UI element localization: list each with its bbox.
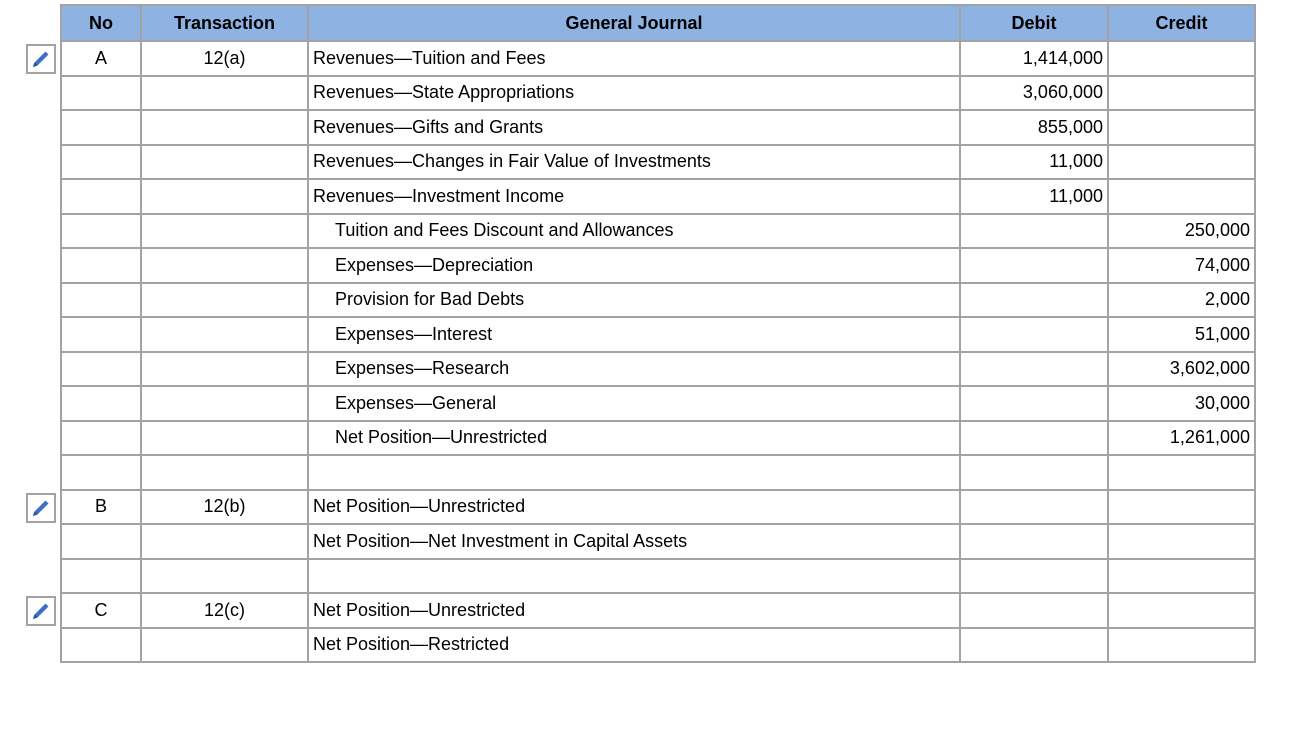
pencil-icon <box>30 497 52 519</box>
cell-transaction[interactable] <box>141 386 308 421</box>
cell-transaction[interactable] <box>141 317 308 352</box>
cell-debit[interactable] <box>960 352 1108 387</box>
pencil-icon <box>30 600 52 622</box>
table-row <box>61 41 1255 76</box>
cell-transaction[interactable] <box>141 248 308 283</box>
cell-no[interactable] <box>61 110 141 145</box>
table-row <box>61 110 1255 145</box>
general-journal-table <box>60 4 1256 663</box>
cell-debit[interactable] <box>960 421 1108 456</box>
cell-no[interactable] <box>61 283 141 318</box>
cell-credit[interactable] <box>1108 559 1255 594</box>
table-row <box>61 559 1255 594</box>
table-row <box>61 145 1255 180</box>
cell-credit[interactable] <box>1108 628 1255 663</box>
cell-no[interactable] <box>61 352 141 387</box>
cell-debit[interactable]: 11,000 <box>960 179 1108 214</box>
cell-no[interactable] <box>61 248 141 283</box>
cell-debit[interactable] <box>960 386 1108 421</box>
edit-entry-b-button[interactable] <box>26 493 56 523</box>
cell-credit[interactable] <box>1108 110 1255 145</box>
cell-account[interactable]: Revenues—Investment Income <box>308 179 960 214</box>
column-header-general-journal: General Journal <box>308 5 960 41</box>
cell-credit[interactable] <box>1108 179 1255 214</box>
cell-transaction[interactable] <box>141 76 308 111</box>
cell-transaction[interactable]: 12(a) <box>141 41 308 76</box>
cell-no[interactable] <box>61 628 141 663</box>
cell-credit[interactable]: 250,000 <box>1108 214 1255 249</box>
cell-debit[interactable] <box>960 559 1108 594</box>
cell-account[interactable] <box>308 455 960 490</box>
cell-transaction[interactable] <box>141 628 308 663</box>
cell-no[interactable] <box>61 524 141 559</box>
cell-transaction[interactable] <box>141 214 308 249</box>
cell-credit[interactable]: 51,000 <box>1108 317 1255 352</box>
pencil-icon <box>30 48 52 70</box>
cell-transaction[interactable] <box>141 455 308 490</box>
cell-credit[interactable] <box>1108 145 1255 180</box>
cell-credit[interactable]: 1,261,000 <box>1108 421 1255 456</box>
cell-credit[interactable]: 30,000 <box>1108 386 1255 421</box>
cell-debit[interactable] <box>960 283 1108 318</box>
cell-transaction[interactable] <box>141 559 308 594</box>
cell-no[interactable] <box>61 455 141 490</box>
cell-account[interactable]: Revenues—Changes in Fair Value of Investments <box>308 145 960 180</box>
cell-no[interactable] <box>61 559 141 594</box>
table-row <box>61 283 1255 318</box>
cell-credit[interactable]: 74,000 <box>1108 248 1255 283</box>
cell-account[interactable]: Provision for Bad Debts <box>308 283 960 318</box>
cell-credit[interactable] <box>1108 490 1255 525</box>
cell-debit[interactable] <box>960 593 1108 628</box>
cell-debit[interactable] <box>960 214 1108 249</box>
cell-credit[interactable] <box>1108 524 1255 559</box>
cell-credit[interactable] <box>1108 76 1255 111</box>
cell-no[interactable] <box>61 145 141 180</box>
cell-debit[interactable]: 1,414,000 <box>960 41 1108 76</box>
cell-account[interactable]: Net Position—Restricted <box>308 628 960 663</box>
cell-account[interactable]: Revenues—Gifts and Grants <box>308 110 960 145</box>
table-row <box>61 421 1255 456</box>
edit-entry-a-button[interactable] <box>26 44 56 74</box>
table-row <box>61 490 1255 525</box>
cell-credit[interactable]: 3,602,000 <box>1108 352 1255 387</box>
cell-account[interactable]: Net Position—Unrestricted <box>308 490 960 525</box>
table-row <box>61 628 1255 663</box>
table-row <box>61 386 1255 421</box>
cell-transaction[interactable] <box>141 524 308 559</box>
cell-no[interactable]: B <box>61 490 141 525</box>
cell-debit[interactable] <box>960 490 1108 525</box>
cell-account[interactable]: Expenses—General <box>308 386 960 421</box>
cell-credit[interactable] <box>1108 593 1255 628</box>
table-row <box>61 248 1255 283</box>
cell-no[interactable] <box>61 179 141 214</box>
cell-account[interactable]: Tuition and Fees Discount and Allowances <box>308 214 960 249</box>
table-row <box>61 179 1255 214</box>
journal-body <box>61 41 1255 662</box>
cell-account[interactable]: Expenses—Interest <box>308 317 960 352</box>
cell-debit[interactable]: 855,000 <box>960 110 1108 145</box>
cell-no[interactable] <box>61 386 141 421</box>
cell-no[interactable]: C <box>61 593 141 628</box>
cell-account[interactable]: Net Position—Unrestricted <box>308 421 960 456</box>
cell-transaction[interactable] <box>141 110 308 145</box>
column-header-credit: Credit <box>1108 5 1255 41</box>
cell-debit[interactable]: 3,060,000 <box>960 76 1108 111</box>
cell-account[interactable]: Net Position—Unrestricted <box>308 593 960 628</box>
cell-transaction[interactable] <box>141 179 308 214</box>
cell-credit[interactable]: 2,000 <box>1108 283 1255 318</box>
table-row <box>61 317 1255 352</box>
cell-account[interactable]: Revenues—State Appropriations <box>308 76 960 111</box>
column-header-debit: Debit <box>960 5 1108 41</box>
table-row <box>61 352 1255 387</box>
table-header-row <box>61 5 1255 41</box>
cell-transaction[interactable] <box>141 421 308 456</box>
cell-no[interactable] <box>61 421 141 456</box>
cell-account[interactable]: Net Position—Net Investment in Capital Assets <box>308 524 960 559</box>
cell-debit[interactable] <box>960 248 1108 283</box>
cell-no[interactable] <box>61 317 141 352</box>
cell-debit[interactable] <box>960 317 1108 352</box>
cell-transaction[interactable]: 12(c) <box>141 593 308 628</box>
cell-account[interactable]: Revenues—Tuition and Fees <box>308 41 960 76</box>
cell-debit[interactable]: 11,000 <box>960 145 1108 180</box>
table-row <box>61 455 1255 490</box>
cell-debit[interactable] <box>960 455 1108 490</box>
cell-transaction[interactable]: 12(b) <box>141 490 308 525</box>
column-header-transaction: Transaction <box>141 5 308 41</box>
cell-credit[interactable] <box>1108 41 1255 76</box>
edit-entry-c-button[interactable] <box>26 596 56 626</box>
cell-no[interactable] <box>61 214 141 249</box>
table-row <box>61 76 1255 111</box>
cell-debit[interactable] <box>960 524 1108 559</box>
cell-no[interactable]: A <box>61 41 141 76</box>
cell-account[interactable]: Expenses—Depreciation <box>308 248 960 283</box>
cell-debit[interactable] <box>960 628 1108 663</box>
cell-no[interactable] <box>61 76 141 111</box>
cell-account[interactable] <box>308 559 960 594</box>
cell-transaction[interactable] <box>141 352 308 387</box>
cell-credit[interactable] <box>1108 455 1255 490</box>
column-header-no: No <box>61 5 141 41</box>
cell-account[interactable]: Expenses—Research <box>308 352 960 387</box>
cell-transaction[interactable] <box>141 145 308 180</box>
cell-transaction[interactable] <box>141 283 308 318</box>
table-row <box>61 524 1255 559</box>
table-row <box>61 593 1255 628</box>
table-row <box>61 214 1255 249</box>
